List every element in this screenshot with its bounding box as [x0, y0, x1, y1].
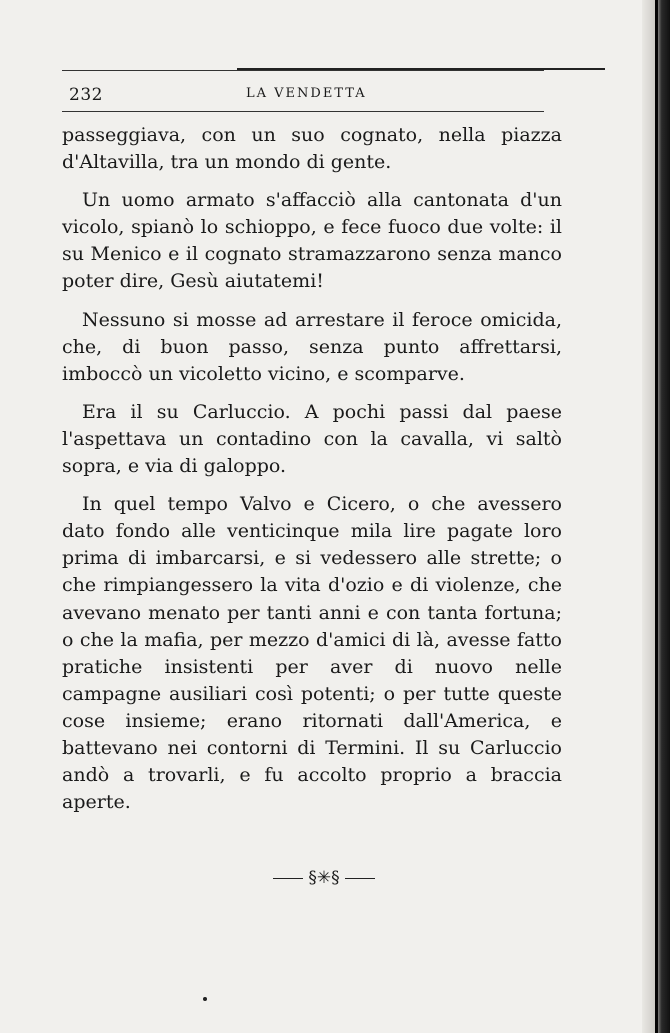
paragraph-4: Era il su Carluccio. A pochi passi dal paese l'aspettava un contadino con la cavalla, vi saltò sopra, e via di galoppo.: [62, 400, 562, 478]
header-rule: [237, 68, 605, 70]
end-ornament: [270, 867, 378, 889]
page-header: [62, 70, 544, 112]
ornament-line-right: [345, 878, 375, 879]
paragraph-3: Nessuno si mosse ad arrestare il feroce omicida, che, di buon passo, senza punto affrettarsi, imboccò un vicoletto vicino, e scomparve.: [62, 308, 562, 385]
paragraph-5: In quel tempo Valvo e Cicero, o che avessero dato fondo alle venticinque mila lire pagate loro prima di imbarcarsi, e si vedessero alle strette; o che rimpiangessero la vita d'ozio e di violenze, che avevano menato per tanti anni e con tanta fortuna; o che la mafia, per mezzo d'amici di là, avesse fatto pratiche insistenti per aver di nuovo nelle campagne ausiliari così potenti; o per tutte queste cose insieme; erano ritornati dall'America, e battevano nei contorni di Termini. Il su Carluccio andò a trovarli, e fu accolto proprio a braccia aperte.: [62, 493, 562, 814]
paragraph-2: Un uomo armato s'affacciò alla cantonata d'un vicolo, spianò lo schioppo, e fece fuoco due volte: il su Menico e il cognato stramazzarono senza manco poter dire, Gesù aiutatemi!: [62, 189, 562, 293]
page-edge-shadow: [642, 0, 670, 1033]
body-text: [62, 122, 562, 827]
paragraph-1: passeggiava, con un suo cognato, nella piazza d'Altavilla, tra un mondo di gente.: [62, 124, 562, 174]
running-title: LA VENDETTA: [246, 86, 367, 101]
ornament-line-left: [273, 878, 303, 879]
page-number: 232: [69, 85, 103, 105]
ornament-glyph: §✳§: [308, 868, 340, 888]
page-edge-line: [655, 0, 658, 1033]
ink-speck: [203, 997, 207, 1001]
